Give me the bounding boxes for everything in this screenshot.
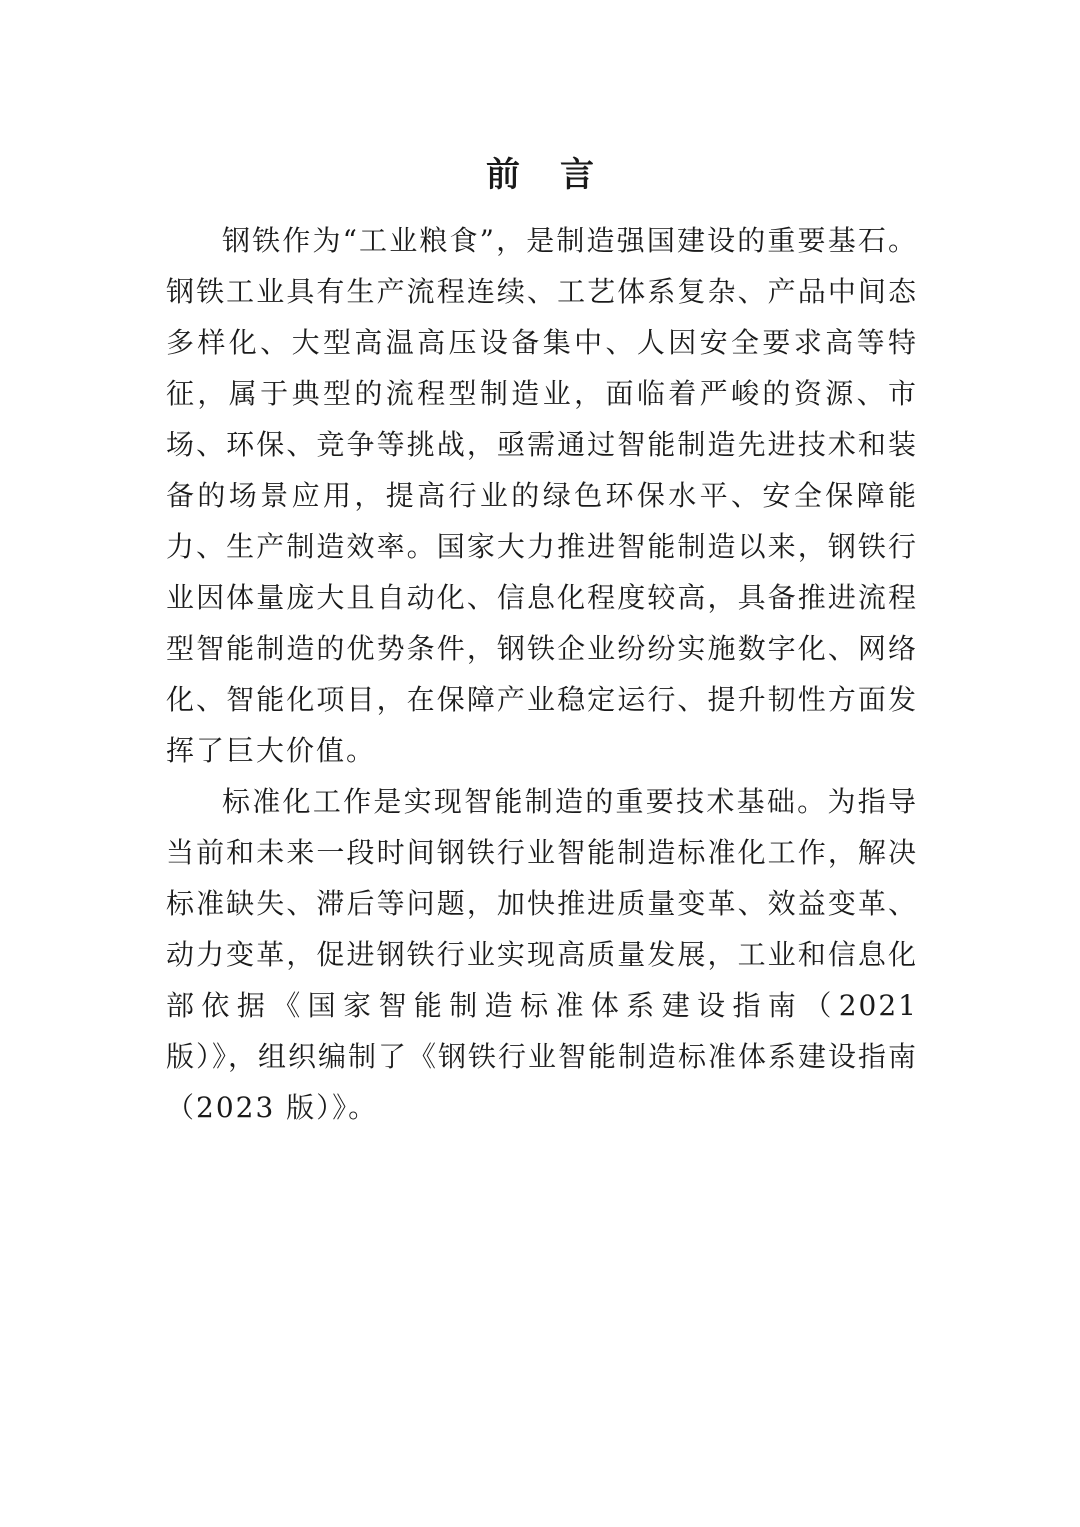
body-text [166,215,918,1133]
page-title-char-2: 言 [560,155,594,195]
page-title-char-1: 前 [486,155,520,195]
paragraph-2: 标准化工作是实现智能制造的重要技术基础。为指导当前和未来一段时间钢铁行业智能制造标准化工作，解决标准缺失、滞后等问题，加快推进质量变革、效益变革、动力变革，促进钢铁行业实现高质量发展，工业和信息化部依据《国家智能制造标准体系建设指南（2021 版）》，组织编制了《钢铁行业智能制造标准体系建设指南（2023 版）》。 [166,785,919,1124]
paragraph-1: 钢铁作为“工业粮食”，是制造强国建设的重要基石。钢铁工业具有生产流程连续、工艺体系复杂、产品中间态多样化、大型高温高压设备集中、人因安全要求高等特征，属于典型的流程型制造业，面临着严峻的资源、市场、环保、竞争等挑战，亟需通过智能制造先进技术和装备的场景应用，提高行业的绿色环保水平、安全保障能力、生产制造效率。国家大力推进智能制造以来，钢铁行业因体量庞大且自动化、信息化程度较高，具备推进流程型智能制造的优势条件，钢铁企业纷纷实施数字化、网络化、智能化项目，在保障产业稳定运行、提升韧性方面发挥了巨大价值。 [166,224,918,767]
page-title [0,150,1080,200]
